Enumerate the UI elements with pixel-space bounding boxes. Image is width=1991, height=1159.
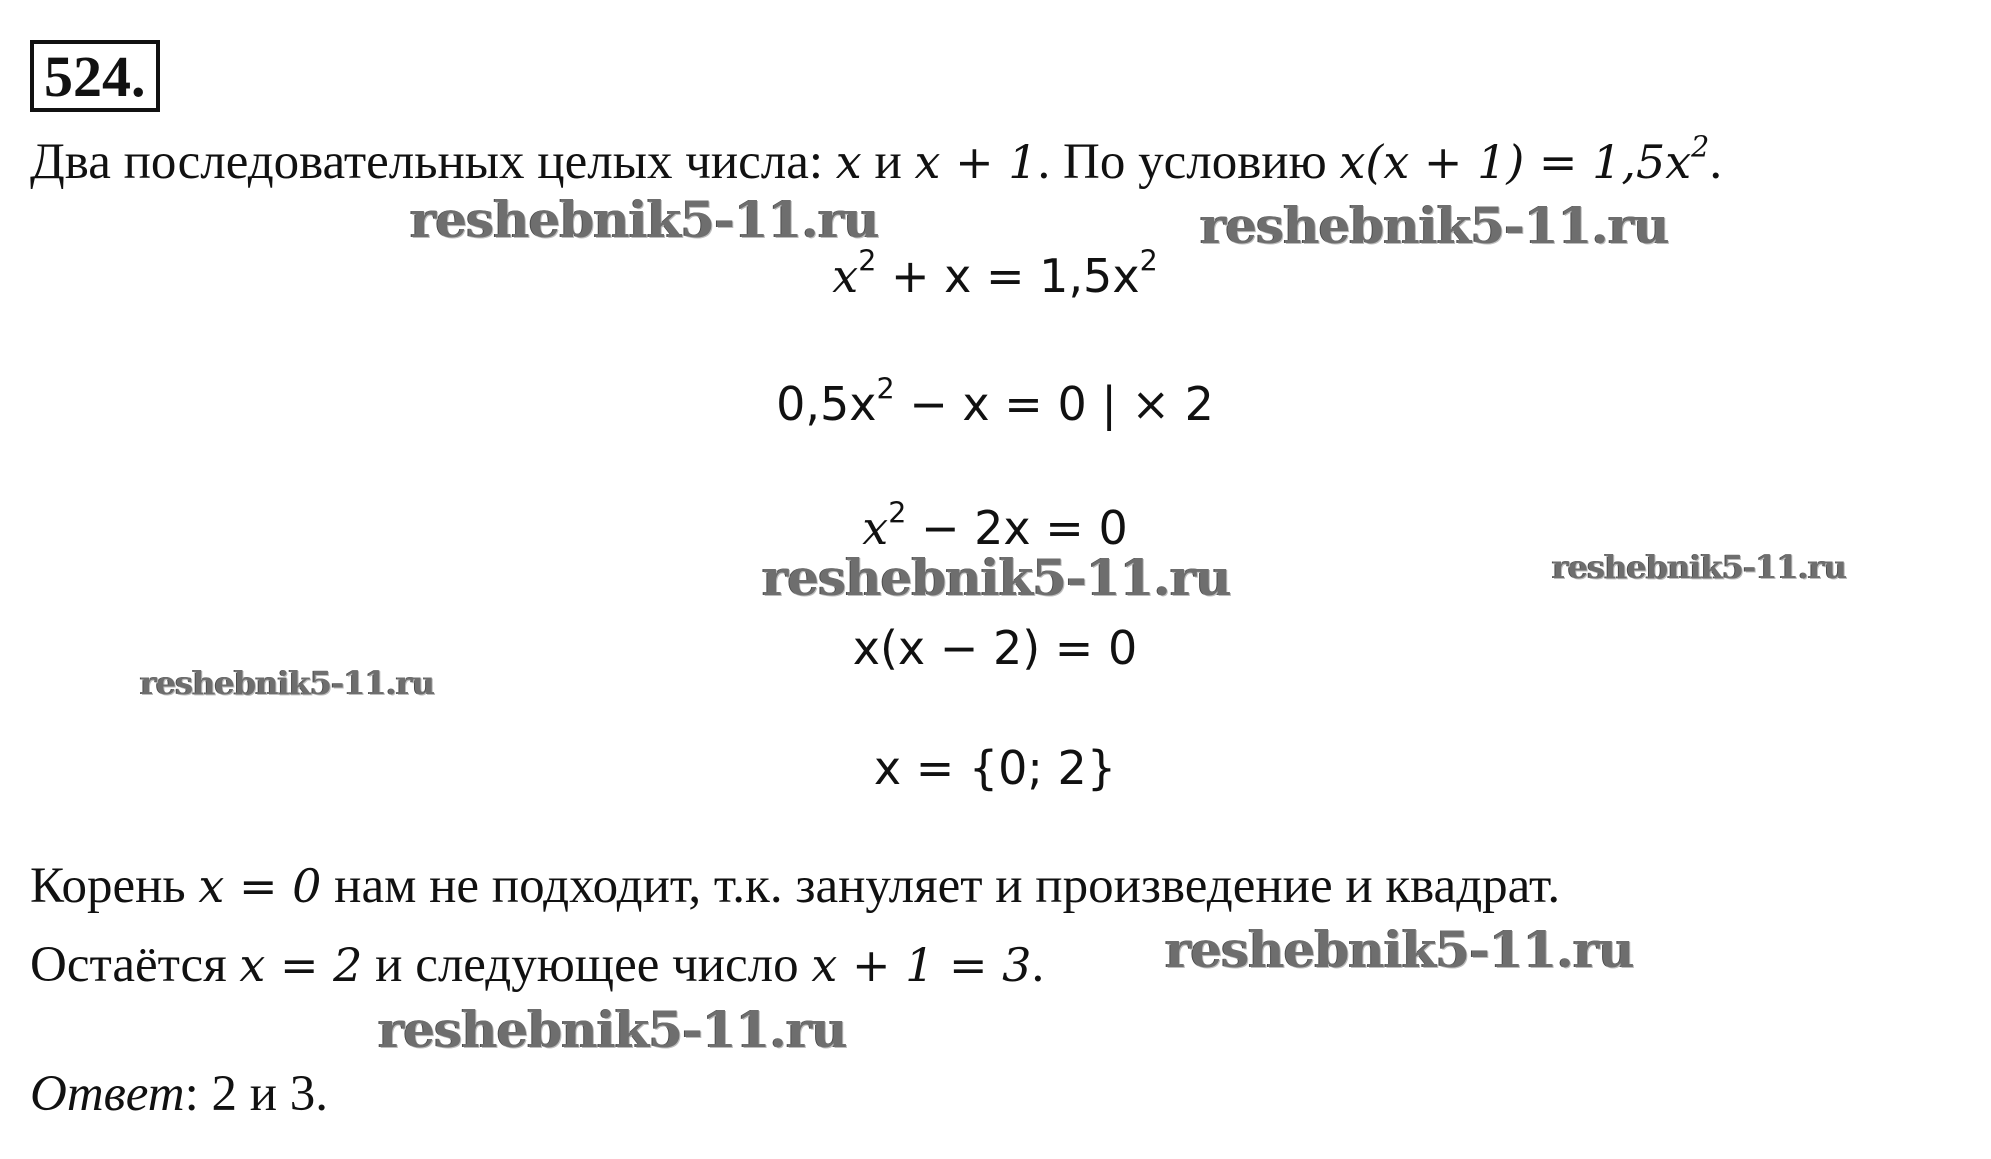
- intro-condition-text: . По условию: [1037, 134, 1340, 190]
- watermark: reshebnik5-11.ru: [410, 190, 879, 249]
- intro-and: и: [861, 134, 915, 190]
- intro-var2: x + 1: [914, 135, 1038, 189]
- answer-label: Ответ: [30, 1066, 185, 1122]
- intro-end: .: [1709, 134, 1723, 190]
- watermark: reshebnik5-11.ru: [1165, 920, 1634, 979]
- intro-text: Два последовательных целых числа:: [30, 134, 836, 190]
- problem-number: 524.: [30, 40, 160, 112]
- answer-line: [30, 1064, 328, 1124]
- conclusion-line-2: Остаётся x = 2 и следующее число x + 1 = 3.: [30, 937, 1045, 993]
- equation-4: x(x − 2) = 0: [852, 621, 1138, 675]
- intro-line: [30, 132, 1722, 192]
- equation-1: $x^2 + x = 1,5x^2$: [832, 244, 1158, 303]
- equation-5: x = {0; 2}: [873, 741, 1117, 795]
- watermark: reshebnik5-11.ru: [378, 1000, 847, 1059]
- watermark: reshebnik5-11.ru: [1200, 196, 1669, 255]
- conclusion-line-1: Корень x = 0 нам не подходит, т.к. зануляет и произведение и квадрат.: [30, 858, 1561, 914]
- answer-text: : 2 и 3.: [184, 1066, 329, 1122]
- watermark: reshebnik5-11.ru: [140, 664, 435, 702]
- watermark: reshebnik5-11.ru: [762, 548, 1231, 607]
- equation-2: $0,5x^2 - x = 0$ | × 2: [776, 372, 1214, 431]
- equation-3: $x^2 - 2x = 0$: [862, 496, 1128, 555]
- watermark: reshebnik5-11.ru: [1552, 548, 1847, 586]
- intro-var1: x: [835, 135, 862, 189]
- intro-condition: $x(x + 1) = 1,5x^2$: [1339, 130, 1710, 189]
